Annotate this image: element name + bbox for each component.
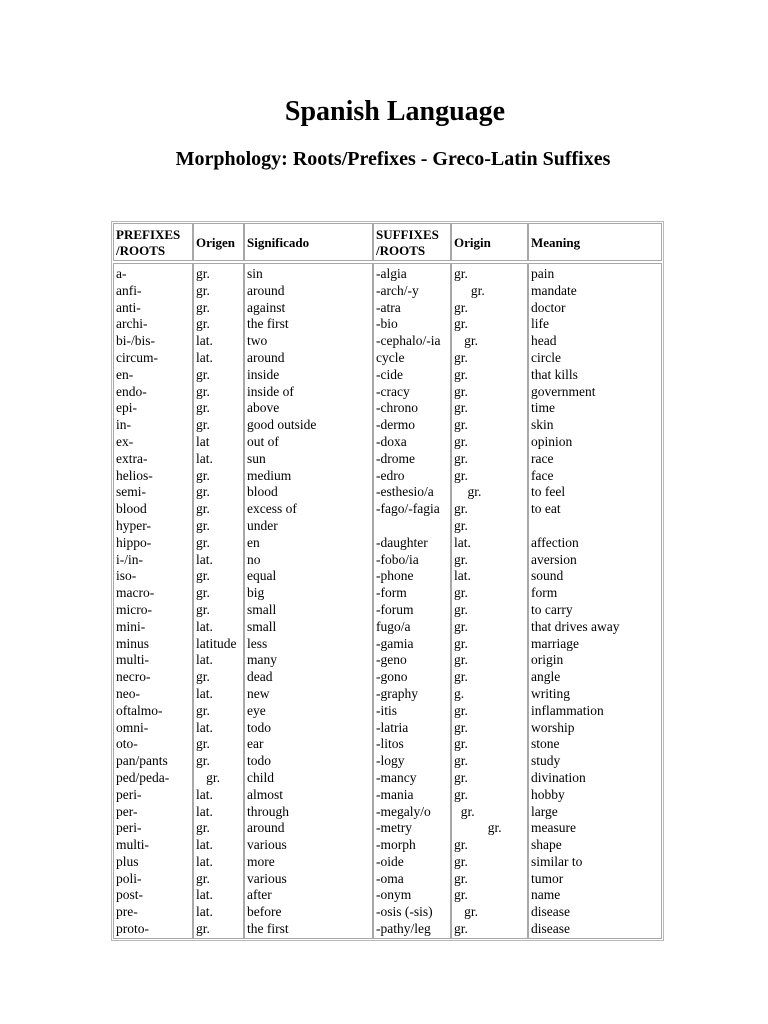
prefix-origin-entry: lat <box>196 433 210 449</box>
suffix-origin-entry: gr. <box>454 316 468 332</box>
prefix-origin-entry: gr. <box>196 266 210 281</box>
suffix-meaning-entry: government <box>531 383 596 399</box>
suffix-entry: -megaly/o <box>376 803 431 819</box>
suffix-meaning-entry: pain <box>531 266 555 281</box>
prefix-origin-entry: gr. <box>196 870 210 886</box>
prefix-entry: necro- <box>116 669 151 685</box>
prefix-origin-entry: gr. <box>196 282 210 298</box>
suffix-entry: -fago/-fagia <box>376 501 440 517</box>
prefix-entry: oftalmo- <box>116 702 163 718</box>
suffix-origin-entry: gr. <box>454 618 468 634</box>
suffix-entry: -daughter <box>376 534 428 550</box>
suffix-entry: -graphy <box>376 685 418 701</box>
prefix-entry: multi- <box>116 652 149 668</box>
suffix-entry: cycle <box>376 349 405 365</box>
prefix-origin-entry: gr. <box>196 736 210 752</box>
prefix-origin-entry: gr. <box>196 568 210 584</box>
prefix-origin-entry: gr. <box>196 484 210 500</box>
prefix-meaning-entry: no <box>247 551 261 567</box>
suffix-entry: -mania <box>376 786 414 802</box>
prefix-meaning-entry: excess of <box>247 501 297 517</box>
column-suffix-meanings <box>528 263 662 939</box>
prefix-entry: ex- <box>116 433 134 449</box>
suffix-entry <box>376 518 440 535</box>
suffix-origin-entry: gr. <box>454 484 482 500</box>
suffix-origin-entry: gr. <box>454 769 468 785</box>
prefix-origin-entry: lat. <box>196 450 213 466</box>
suffix-entry: -cracy <box>376 383 410 399</box>
prefix-origin-entry: gr. <box>196 467 210 483</box>
suffix-origin-entry: gr. <box>454 820 502 836</box>
column-suffixes <box>373 263 451 939</box>
prefix-entry: archi- <box>116 316 148 332</box>
suffix-meaning-entry: opinion <box>531 433 573 449</box>
prefix-meaning-entry: small <box>247 601 277 617</box>
suffix-entry: -drome <box>376 450 415 466</box>
column-suffix-origins <box>451 263 528 939</box>
suffix-meaning-entry: to carry <box>531 601 573 617</box>
prefix-meaning-entry: ear <box>247 736 264 752</box>
suffix-origin-entry: gr. <box>454 753 468 769</box>
suffix-meaning-entry: that kills <box>531 366 578 382</box>
suffix-meaning-entry: tumor <box>531 870 564 886</box>
prefix-origin-entry: gr. <box>196 820 210 836</box>
suffix-origin-entry: gr. <box>454 299 468 315</box>
prefix-entry: anti- <box>116 299 141 315</box>
suffix-meaning-entry: stone <box>531 736 560 752</box>
prefix-meaning-entry: many <box>247 652 277 668</box>
prefix-origin-entry: lat. <box>196 887 213 903</box>
prefix-origin-entry: gr. <box>196 501 210 517</box>
suffix-meaning-entry: measure <box>531 820 576 836</box>
prefix-entry: epi- <box>116 400 137 416</box>
prefix-origin-entry: lat. <box>196 349 213 365</box>
header-meaning-label: Meaning <box>531 235 581 250</box>
prefix-meaning-entry: various <box>247 837 287 853</box>
prefix-meaning-entry: around <box>247 349 285 365</box>
prefix-origin-entry: gr. <box>196 417 210 433</box>
prefix-origin-entry: latitude <box>196 635 237 651</box>
prefix-meaning-entry: various <box>247 870 287 886</box>
suffix-meaning-entry: form <box>531 585 558 601</box>
header-prefixes-line2: /ROOTS <box>116 243 166 258</box>
suffix-entry: -fobo/ia <box>376 551 419 567</box>
suffix-meaning-entry: hobby <box>531 786 565 802</box>
prefix-meaning-entry: sin <box>247 266 263 281</box>
prefix-origin-entry: gr. <box>196 669 210 685</box>
suffix-meaning-entry: study <box>531 753 561 769</box>
suffix-origin-entry: gr. <box>454 803 475 819</box>
prefix-meaning-entry: todo <box>247 719 272 735</box>
prefix-entry: bi-/bis- <box>116 333 155 349</box>
suffix-meaning-entry: to feel <box>531 484 566 500</box>
suffix-origin-entry: gr. <box>454 349 468 365</box>
prefix-origin-entry: lat. <box>196 551 213 567</box>
prefix-meaning-entry: eye <box>247 702 266 718</box>
prefix-entry: pre- <box>116 904 138 920</box>
suffix-meaning-entry: mandate <box>531 282 577 298</box>
prefix-entry: micro- <box>116 601 152 617</box>
suffix-meaning-entry: aversion <box>531 551 577 567</box>
suffix-origin-entry: gr. <box>454 887 468 903</box>
prefix-meaning-entry: todo <box>247 753 272 769</box>
header-suffixes-roots <box>373 223 451 261</box>
suffix-origin-entry: gr. <box>454 383 468 399</box>
suffix-origin-entry: gr. <box>454 736 468 752</box>
suffix-entry: -litos <box>376 736 404 752</box>
prefix-meaning-entry: around <box>247 282 285 298</box>
suffix-entry: -doxa <box>376 433 407 449</box>
prefix-meaning-entry: equal <box>247 568 277 584</box>
header-significado <box>244 223 373 261</box>
prefix-entry: minus <box>116 635 150 651</box>
prefix-meaning-entry: good outside <box>247 417 317 433</box>
prefix-origin-entry: gr. <box>196 585 210 601</box>
suffix-entry: fugo/a <box>376 618 411 634</box>
suffix-origin-entry: gr. <box>454 837 468 853</box>
prefix-origin-entry: gr. <box>196 534 210 550</box>
suffix-origin-entry: lat. <box>454 534 471 550</box>
suffix-origin-entry: gr. <box>454 551 468 567</box>
suffix-entry: -latria <box>376 719 409 735</box>
suffix-origin-entry: gr. <box>454 400 468 416</box>
suffix-meaning-entry: disease <box>531 921 570 937</box>
prefix-meaning-entry: around <box>247 820 285 836</box>
suffix-entry: -oma <box>376 870 404 886</box>
suffix-entry: -osis (-sis) <box>376 904 433 920</box>
suffix-entry: -forum <box>376 601 414 617</box>
prefix-origin-entry: lat. <box>196 786 213 802</box>
prefix-origin-entry: gr. <box>196 383 210 399</box>
prefix-meaning-entry: out of <box>247 433 279 449</box>
suffix-origin-entry: g. <box>454 685 465 701</box>
suffix-entry: -onym <box>376 887 412 903</box>
prefix-entry: mini- <box>116 618 146 634</box>
prefix-meaning-entry: through <box>247 803 289 819</box>
suffix-meaning-entry: name <box>531 887 561 903</box>
suffix-entry: -morph <box>376 837 416 853</box>
suffix-origin-entry: gr. <box>454 904 479 920</box>
suffix-entry: -gono <box>376 669 408 685</box>
suffix-meaning-entry: affection <box>531 534 579 550</box>
prefix-entry: multi- <box>116 837 149 853</box>
prefix-meaning-entry: more <box>247 853 275 869</box>
suffix-meaning-entry: worship <box>531 719 575 735</box>
suffix-entry: -form <box>376 585 407 601</box>
prefix-entry: hippo- <box>116 534 152 550</box>
prefix-entry: extra- <box>116 450 148 466</box>
prefix-meaning-entry: before <box>247 904 282 920</box>
suffix-meaning-entry: similar to <box>531 853 583 869</box>
prefix-entry: peri- <box>116 786 142 802</box>
header-prefixes-roots <box>113 223 193 261</box>
suffix-entry: -cephalo/-ia <box>376 333 441 349</box>
column-prefix-meanings <box>244 263 373 939</box>
prefix-entry: semi- <box>116 484 146 500</box>
prefix-origin-entry: gr. <box>196 921 210 937</box>
prefix-entry: ped/peda- <box>116 769 170 785</box>
suffix-meaning-entry: angle <box>531 669 561 685</box>
suffix-entry: -arch/-y <box>376 282 419 298</box>
suffix-origin-entry: gr. <box>454 517 468 533</box>
prefix-meaning-entry: after <box>247 887 272 903</box>
suffix-origin-entry: gr. <box>454 786 468 802</box>
header-origin <box>451 223 528 261</box>
header-suffixes-line2: /ROOTS <box>376 243 426 258</box>
prefix-entry: proto- <box>116 921 149 937</box>
suffix-meaning-entry: skin <box>531 417 554 433</box>
prefix-entry: post- <box>116 887 143 903</box>
suffix-meaning-entry: sound <box>531 568 564 584</box>
prefix-meaning-entry: dead <box>247 669 273 685</box>
prefix-meaning-entry: child <box>247 769 274 785</box>
suffix-origin-entry: gr. <box>454 467 468 483</box>
suffix-entry: -phone <box>376 568 414 584</box>
suffix-entry: -logy <box>376 753 405 769</box>
suffix-meaning-entry: shape <box>531 837 562 853</box>
prefix-entry: pan/pants <box>116 753 168 769</box>
page-subtitle: Morphology: Roots/Prefixes - Greco-Latin Suffixes <box>175 148 611 170</box>
suffix-entry: -atra <box>376 299 401 315</box>
prefix-entry: iso- <box>116 568 137 584</box>
prefix-entry: a- <box>116 266 127 281</box>
prefix-origin-entry: gr. <box>196 753 210 769</box>
suffix-origin-entry: gr. <box>454 501 468 517</box>
suffix-meaning-entry <box>531 518 619 535</box>
prefix-origin-entry: lat. <box>196 333 213 349</box>
column-prefix-origins <box>193 263 244 939</box>
prefix-origin-entry: gr. <box>196 400 210 416</box>
prefix-entry: omni- <box>116 719 149 735</box>
prefix-origin-entry: lat. <box>196 803 213 819</box>
suffix-meaning-entry: that drives away <box>531 618 620 634</box>
suffix-meaning-entry: to eat <box>531 501 561 517</box>
column-prefixes <box>113 263 193 939</box>
prefix-meaning-entry: almost <box>247 786 283 802</box>
suffix-entry: -dermo <box>376 417 415 433</box>
prefix-origin-entry: lat. <box>196 837 213 853</box>
prefix-entry: anfi- <box>116 282 142 298</box>
prefix-origin-entry: gr. <box>196 601 210 617</box>
prefix-meaning-entry: less <box>247 635 268 651</box>
suffix-origin-entry: gr. <box>454 366 468 382</box>
prefix-meaning-entry: big <box>247 585 265 601</box>
suffix-origin-entry: gr. <box>454 870 468 886</box>
prefix-origin-entry: lat. <box>196 904 213 920</box>
suffix-origin-entry: gr. <box>454 266 468 281</box>
suffix-entry: -bio <box>376 316 398 332</box>
header-suffixes-line1: SUFFIXES <box>376 227 439 242</box>
suffix-meaning-entry: writing <box>531 685 570 701</box>
suffix-meaning-entry: disease <box>531 904 570 920</box>
header-prefixes-line1: PREFIXES <box>116 227 181 242</box>
suffix-origin-entry: gr. <box>454 450 468 466</box>
suffix-meaning-entry: circle <box>531 349 561 365</box>
suffix-origin-entry: gr. <box>454 282 485 298</box>
header-origen-label: Origen <box>196 235 235 250</box>
suffix-entry: -metry <box>376 820 412 836</box>
suffix-origin-entry: lat. <box>454 568 471 584</box>
suffix-origin-entry: gr. <box>454 853 468 869</box>
suffix-entry: -algia <box>376 266 407 281</box>
suffix-origin-entry: gr. <box>454 585 468 601</box>
prefix-entry: peri- <box>116 820 142 836</box>
prefix-entry: oto- <box>116 736 138 752</box>
header-origin-label: Origin <box>454 235 491 250</box>
suffix-origin-entry: gr. <box>454 635 468 651</box>
suffix-meaning-entry: marriage <box>531 635 579 651</box>
prefix-entry: neo- <box>116 685 140 701</box>
suffix-origin-entry: gr. <box>454 601 468 617</box>
prefix-origin-entry: gr. <box>196 702 210 718</box>
prefix-origin-entry: lat. <box>196 719 213 735</box>
prefix-origin-entry: gr. <box>196 299 210 315</box>
prefix-entry: en- <box>116 366 134 382</box>
prefix-entry: in- <box>116 417 131 433</box>
prefix-origin-entry: lat. <box>196 853 213 869</box>
prefix-meaning-entry: against <box>247 299 286 315</box>
suffix-meaning-entry: inflammation <box>531 702 604 718</box>
prefix-meaning-entry: new <box>247 685 270 701</box>
prefix-origin-entry: gr. <box>196 769 221 785</box>
header-origen <box>193 223 244 261</box>
prefix-meaning-entry: the first <box>247 316 289 332</box>
prefix-entry: endo- <box>116 383 147 399</box>
suffix-origin-entry: gr. <box>454 669 468 685</box>
prefix-entry: per- <box>116 803 138 819</box>
suffix-origin-entry: gr. <box>454 702 468 718</box>
suffix-meaning-entry: divination <box>531 769 586 785</box>
suffix-origin-entry: gr. <box>454 921 468 937</box>
prefix-origin-entry: lat. <box>196 685 213 701</box>
prefix-entry: helios- <box>116 467 153 483</box>
prefix-meaning-entry: inside of <box>247 383 294 399</box>
prefix-entry: macro- <box>116 585 155 601</box>
prefix-meaning-entry: under <box>247 517 278 533</box>
header-meaning <box>528 223 662 261</box>
prefix-meaning-entry: medium <box>247 467 292 483</box>
prefix-meaning-entry: above <box>247 400 280 416</box>
suffix-meaning-entry: origin <box>531 652 564 668</box>
suffix-entry: -edro <box>376 467 405 483</box>
suffix-meaning-entry: face <box>531 467 554 483</box>
suffix-meaning-entry: race <box>531 450 554 466</box>
prefix-entry: i-/in- <box>116 551 143 567</box>
prefix-entry: hyper- <box>116 517 151 533</box>
suffix-meaning-entry: time <box>531 400 555 416</box>
suffix-origin-entry: gr. <box>454 719 468 735</box>
suffix-entry: -geno <box>376 652 407 668</box>
prefix-entry: blood <box>116 501 147 517</box>
suffix-entry: -pathy/leg <box>376 921 431 937</box>
prefix-meaning-entry: the first <box>247 921 289 937</box>
suffix-entry: -esthesio/a <box>376 484 434 500</box>
prefix-meaning-entry: en <box>247 534 260 550</box>
prefix-origin-entry: gr. <box>196 316 210 332</box>
suffix-entry: -itis <box>376 702 398 718</box>
suffix-meaning-entry: large <box>531 803 558 819</box>
prefix-origin-entry: lat. <box>196 652 213 668</box>
prefix-entry: plus <box>116 853 139 869</box>
suffix-entry: -oide <box>376 853 404 869</box>
suffix-origin-entry: gr. <box>454 433 468 449</box>
prefix-origin-entry: lat. <box>196 618 213 634</box>
prefix-origin-entry: gr. <box>196 366 210 382</box>
header-significado-label: Significado <box>247 235 310 250</box>
suffix-entry: -mancy <box>376 769 417 785</box>
suffix-origin-entry: gr. <box>454 333 479 349</box>
suffix-meaning-entry: life <box>531 316 549 332</box>
prefix-entry: circum- <box>116 349 158 365</box>
suffix-entry: -cide <box>376 366 403 382</box>
prefix-meaning-entry: blood <box>247 484 278 500</box>
prefix-meaning-entry: sun <box>247 450 266 466</box>
suffix-entry: -gamia <box>376 635 414 651</box>
prefix-origin-entry: gr. <box>196 517 210 533</box>
suffix-origin-entry: gr. <box>454 652 468 668</box>
suffix-origin-entry: gr. <box>454 417 468 433</box>
prefix-entry: poli- <box>116 870 142 886</box>
suffix-meaning-entry: head <box>531 333 557 349</box>
prefix-meaning-entry: two <box>247 333 268 349</box>
prefix-meaning-entry: inside <box>247 366 280 382</box>
suffix-meaning-entry: doctor <box>531 299 566 315</box>
prefix-meaning-entry: small <box>247 618 277 634</box>
page-title: Spanish Language <box>284 96 506 127</box>
suffix-entry: -chrono <box>376 400 418 416</box>
